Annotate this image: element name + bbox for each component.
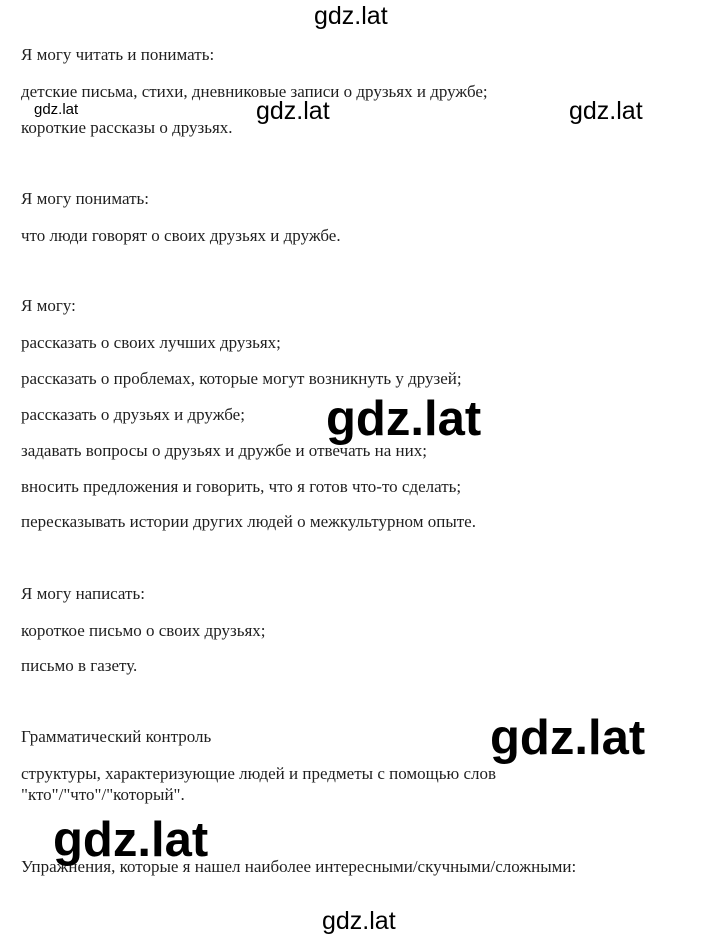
section-heading-write: Я могу написать: (21, 584, 145, 603)
list-item: "кто"/"что"/"который". (21, 785, 185, 804)
section-heading-grammar: Грамматический контроль (21, 727, 212, 746)
list-item: что люди говорят о своих друзьях и дружбе. (21, 226, 341, 245)
list-item: пересказывать истории других людей о межкультурном опыте. (21, 512, 476, 531)
section-heading-read: Я могу читать и понимать: (21, 45, 215, 64)
list-item: структуры, характеризующие людей и предметы с помощью слов (21, 764, 496, 783)
section-heading-understand: Я могу понимать: (21, 189, 150, 208)
list-item: короткое письмо о своих друзьях; (21, 621, 266, 640)
watermark-center: gdz.lat (326, 392, 482, 446)
exercises-line: Упражнения, которые я нашел наиболее интересными/скучными/сложными: (21, 857, 577, 876)
watermark-small: gdz.lat (34, 101, 79, 118)
watermark-bottom: gdz.lat (322, 907, 396, 935)
list-item: короткие рассказы о друзьях. (21, 118, 233, 137)
list-item: рассказать о проблемах, которые могут возникнуть у друзей; (21, 369, 462, 388)
watermark-right: gdz.lat (490, 711, 646, 765)
list-item: детские письма, стихи, дневниковые записи о друзьях и дружбе; (21, 82, 488, 101)
list-item: рассказать о своих лучших друзьях; (21, 333, 281, 352)
watermark-upper-center: gdz.lat (256, 97, 330, 125)
watermark-top: gdz.lat (314, 2, 388, 30)
watermark-left: gdz.lat (53, 813, 209, 867)
list-item: письмо в газету. (21, 656, 138, 675)
list-item: задавать вопросы о друзьях и дружбе и отвечать на них; (21, 441, 427, 460)
list-item: вносить предложения и говорить, что я готов что-то сделать; (21, 477, 462, 496)
section-heading-can: Я могу: (21, 296, 76, 315)
list-item: рассказать о друзьях и дружбе; (21, 405, 245, 424)
watermark-upper-right: gdz.lat (569, 97, 643, 125)
